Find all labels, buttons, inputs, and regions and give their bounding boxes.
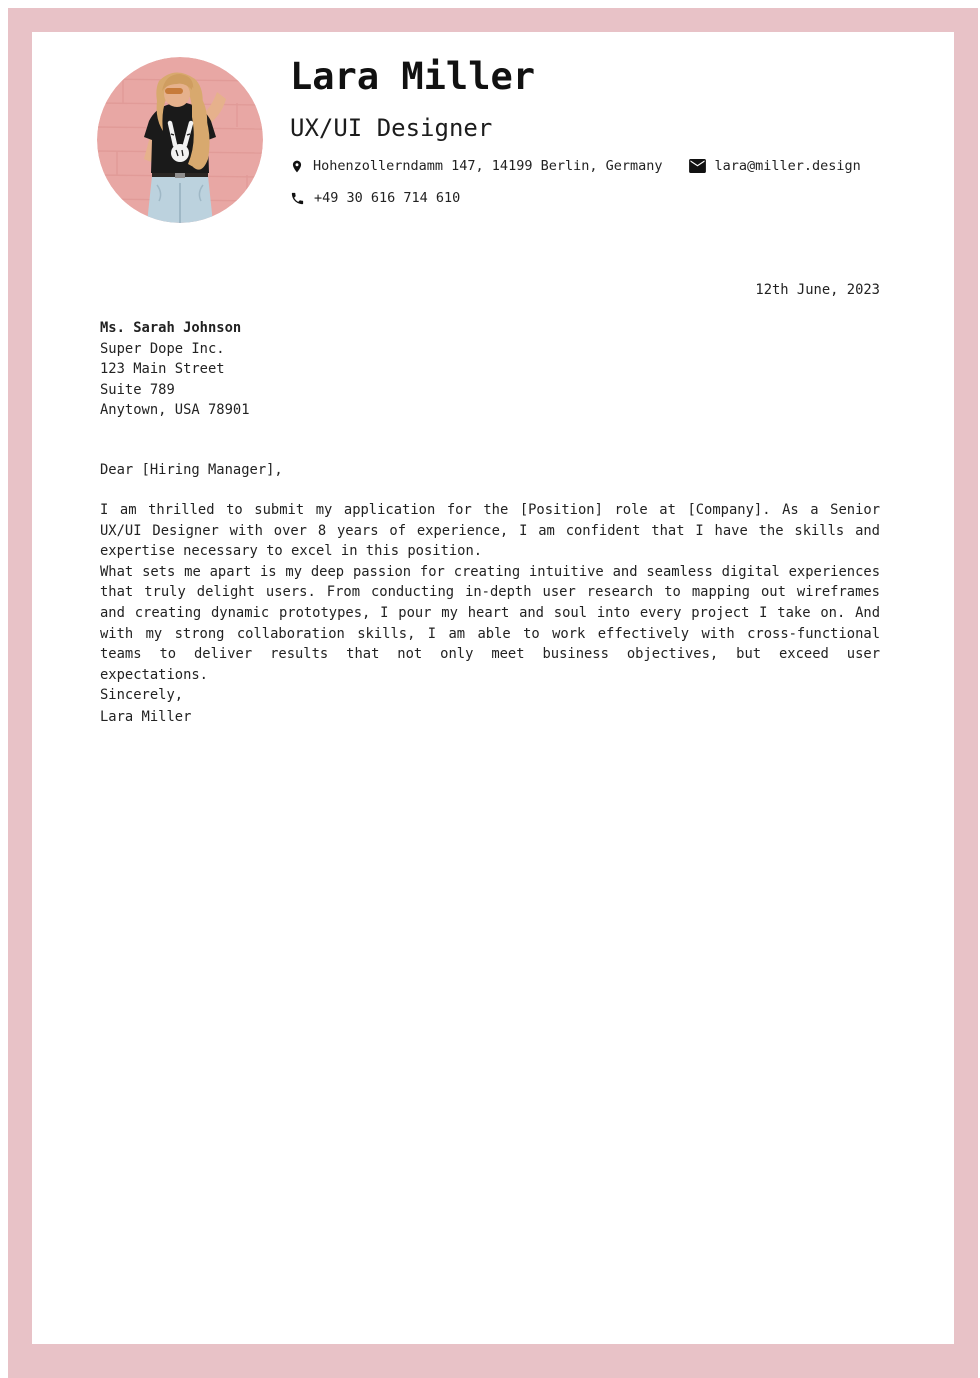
location-pin-icon <box>290 158 304 175</box>
letter-paragraph: I am thrilled to submit my application for the [Position] role at [Company]. As a Senior UX/UI Designer with over 8 years of experience, I am confident that I have the skills and expertise necessary to excel in this position. <box>100 502 880 560</box>
recipient-street: 123 Main Street <box>100 361 225 378</box>
phone-text: +49 30 616 714 610 <box>314 190 461 206</box>
profile-photo-illustration <box>97 57 263 223</box>
name-heading: Lara Miller <box>290 55 536 98</box>
address-item <box>290 157 663 175</box>
recipient-city: Anytown, USA 78901 <box>100 402 250 419</box>
recipient-suite: Suite 789 <box>100 381 175 398</box>
contact-row-2 <box>290 189 910 207</box>
recipient-block <box>100 318 250 421</box>
phone-icon <box>290 191 305 206</box>
phone-item <box>290 189 460 207</box>
recipient-name: Ms. Sarah Johnson <box>100 320 242 336</box>
contact-rows <box>290 157 910 207</box>
letter-paragraph: What sets me apart is my deep passion for creating intuitive and seamless digital experiences that truly delight users. From conducting in-depth user research to mapping out wireframes and creating dynamic prototypes, I pour my heart and soul into every project I take on. And with my strong collaboration skills, I am able to work effectively with cross-functional teams to deliver results that not only meet business objectives, but exceed user expectations. <box>100 563 880 683</box>
signature-name: Lara Miller <box>100 709 192 725</box>
email-text: lara@miller.design <box>714 158 861 174</box>
job-title: UX/UI Designer <box>290 114 493 142</box>
contact-row-1 <box>290 157 910 175</box>
letter-date: 12th June, 2023 <box>755 282 880 298</box>
email-icon <box>689 159 706 173</box>
email-item[interactable] <box>689 157 861 175</box>
letter-body <box>100 500 880 685</box>
closing-text: Sincerely, <box>100 687 184 703</box>
letterhead <box>290 55 910 221</box>
address-text: Hohenzollerndamm 147, 14199 Berlin, Germany <box>313 158 663 174</box>
recipient-company: Super Dope Inc. <box>100 340 225 357</box>
signoff-block <box>100 684 191 728</box>
salutation: Dear [Hiring Manager], <box>100 462 283 478</box>
profile-photo <box>97 57 263 223</box>
